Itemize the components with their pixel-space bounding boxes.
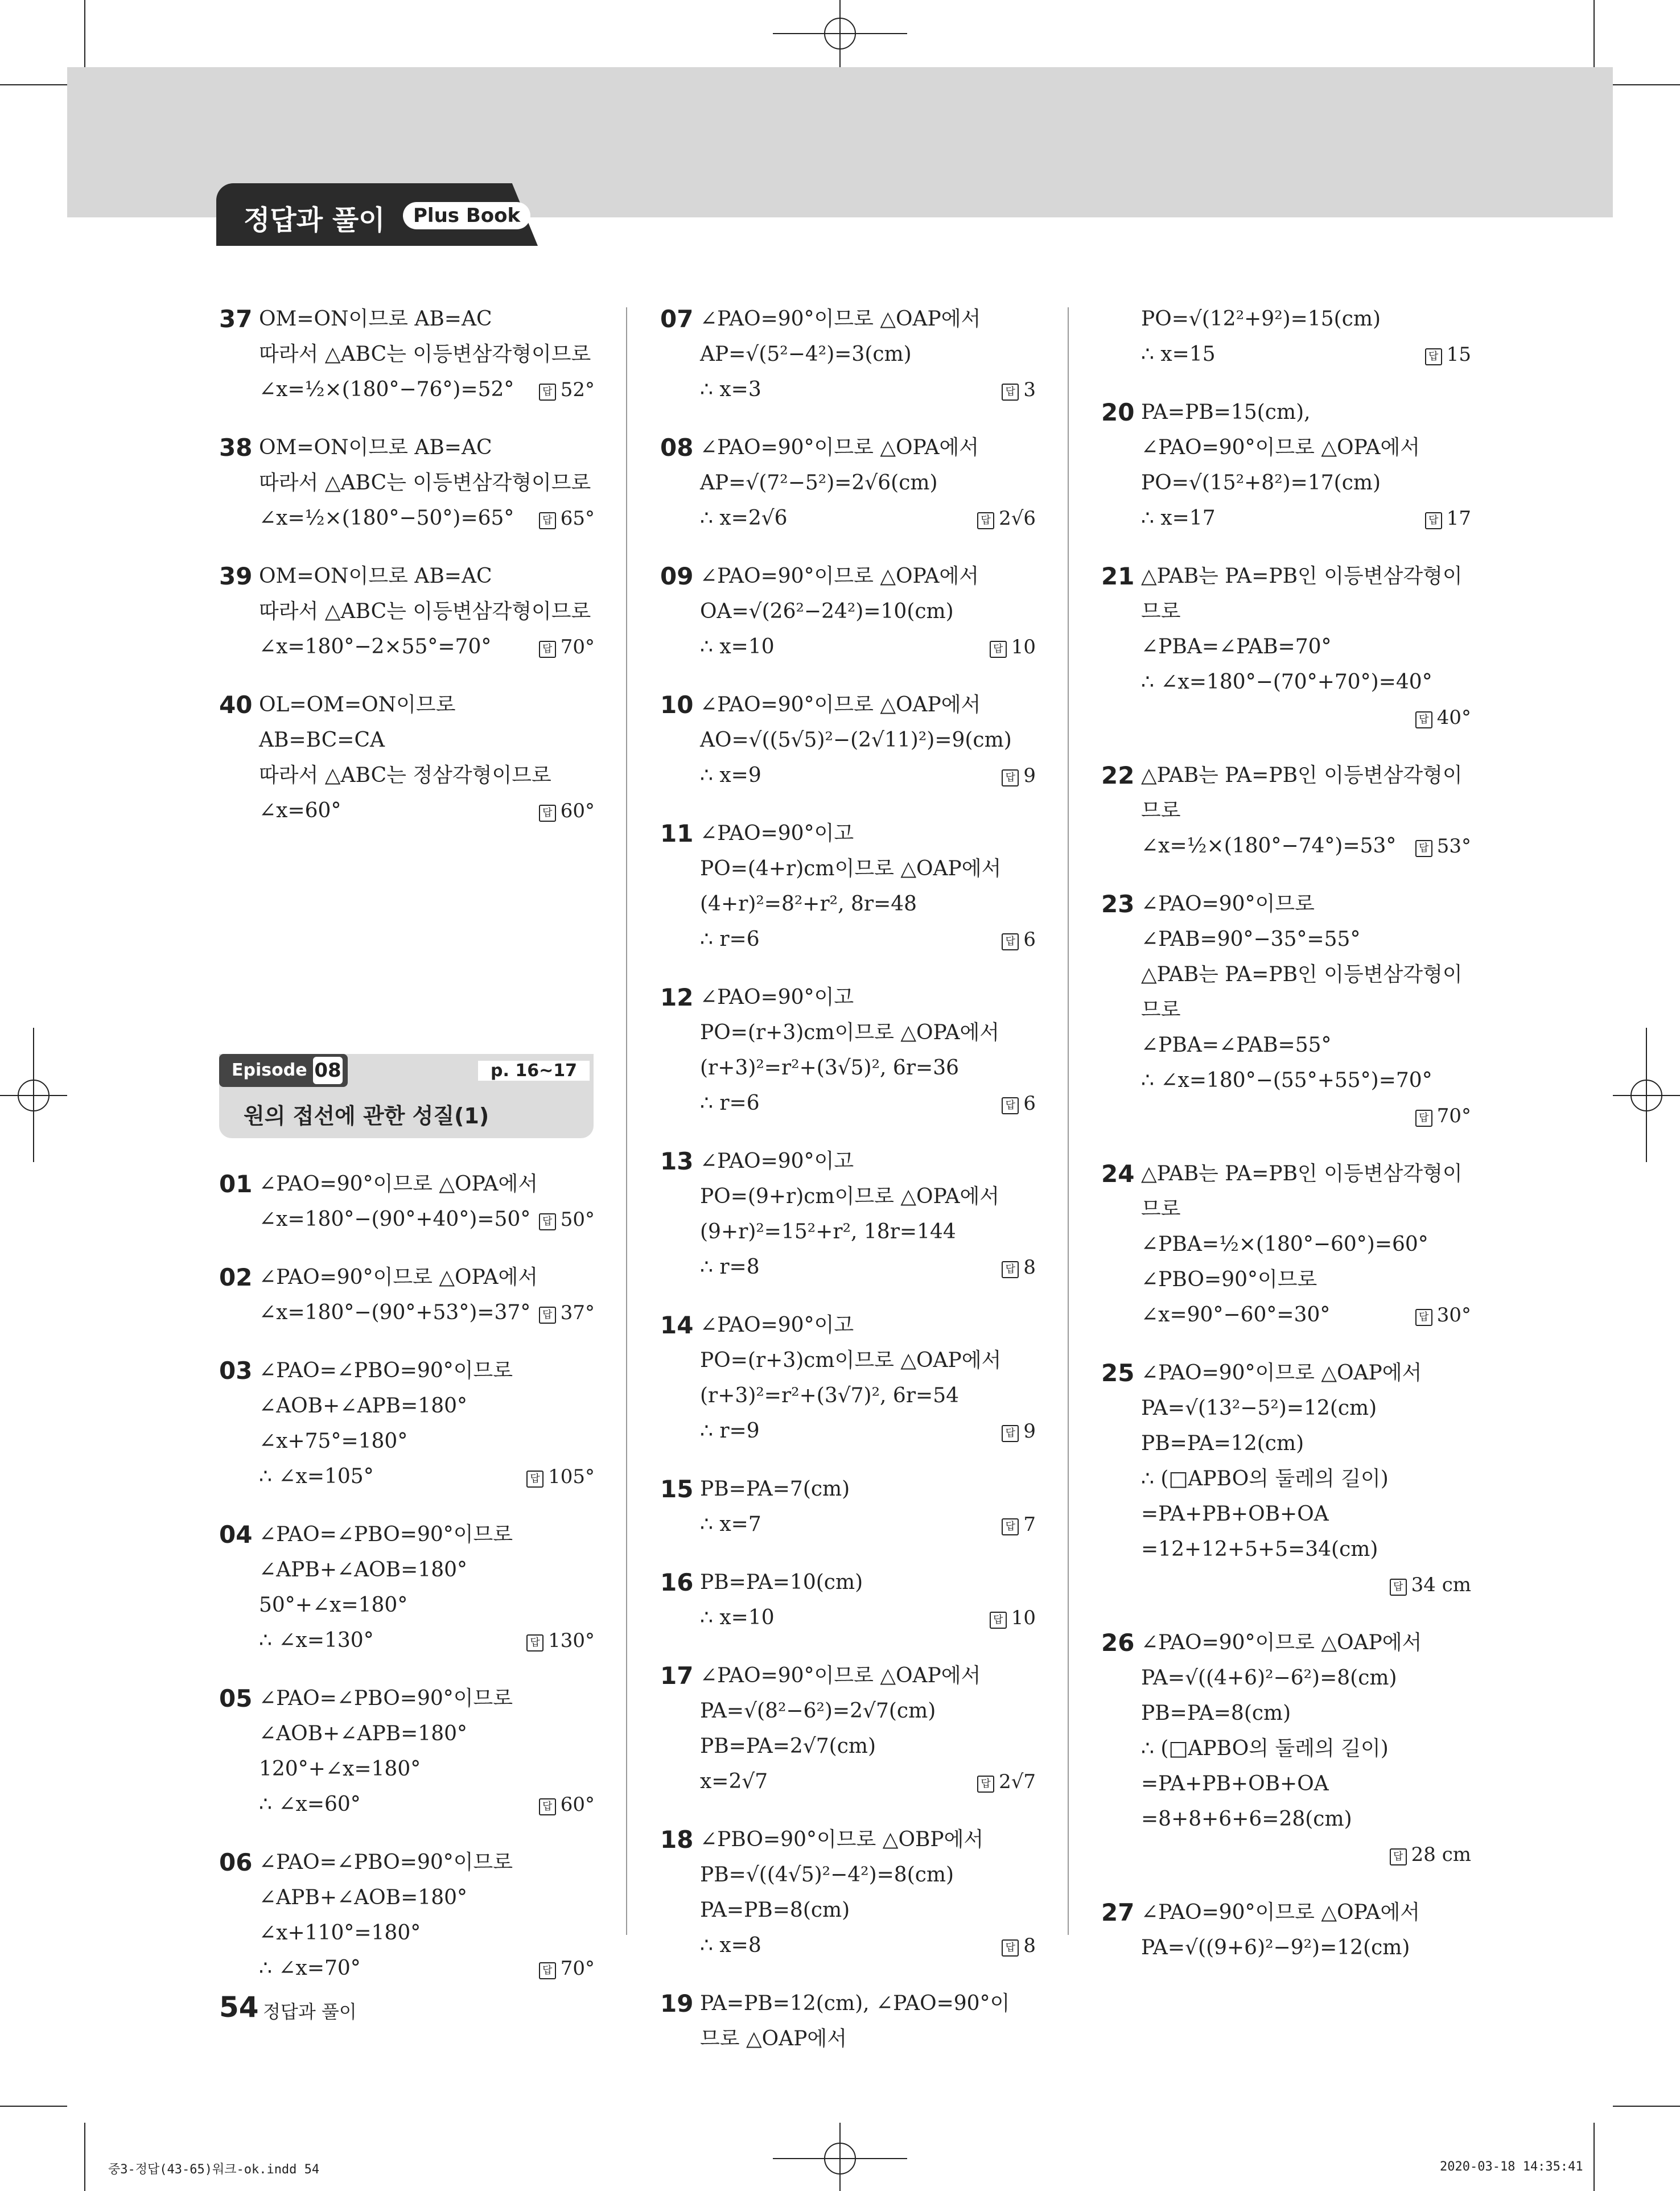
solution-line: ∴ r=9 <box>700 1419 760 1443</box>
solution-line: ∴ r=8 <box>700 1255 760 1279</box>
solution-line: 므로 <box>1141 998 1181 1022</box>
problem-number: 13 <box>660 1147 694 1175</box>
answer <box>977 501 1036 536</box>
solution-line: PB=PA=10(cm) <box>700 1571 863 1594</box>
answer <box>1415 829 1471 864</box>
answer <box>990 1600 1036 1636</box>
solution-line: ∴ x=8 <box>700 1934 761 1957</box>
solution-line: ∠PAO=90°이므로 △OAP에서 <box>700 693 981 716</box>
solution-body <box>259 1681 513 1822</box>
answer <box>1002 1414 1036 1449</box>
answer-icon: 답 <box>977 512 994 529</box>
solution-line: ∠PAO=∠PBO=90°이므로 <box>259 1687 513 1710</box>
answer-value: 52° <box>560 378 595 401</box>
answer-icon: 답 <box>1002 1097 1019 1114</box>
answer-value: 34 cm <box>1411 1574 1471 1596</box>
answer-value: 17 <box>1446 507 1471 530</box>
problem-number: 20 <box>1101 398 1135 426</box>
answer <box>539 629 595 665</box>
solution-line: ∠x+110°=180° <box>259 1921 421 1945</box>
answer-icon: 답 <box>1415 840 1432 857</box>
solution-line: ∠x=90°−60°=30° <box>1141 1303 1331 1327</box>
solution-line: AB=BC=CA <box>259 728 385 752</box>
answer-value: 40° <box>1436 706 1471 729</box>
solution-line: 므로 <box>1141 799 1181 822</box>
crop-mark <box>84 0 85 67</box>
solution-body <box>1141 887 1463 1134</box>
answer-value: 10 <box>1011 636 1036 658</box>
solution-line: ∴ r=6 <box>700 1092 760 1115</box>
problem-number: 12 <box>660 983 694 1011</box>
problem-number: 14 <box>660 1311 694 1339</box>
solution-line: ∠x=180°−(90°+53°)=37° <box>259 1301 531 1324</box>
solution-line: 50°+∠x=180° <box>259 1593 408 1617</box>
problem-number: 17 <box>660 1662 694 1690</box>
answer-value: 28 cm <box>1411 1843 1471 1866</box>
solution-line: PO=(9+r)cm이므로 △OPA에서 <box>700 1185 1000 1208</box>
solution-line: PB=PA=2√7(cm) <box>700 1735 876 1758</box>
solution-line: ∠PAO=∠PBO=90°이므로 <box>259 1851 513 1874</box>
answer <box>1002 1250 1036 1285</box>
solution-line: PA=√(8²−6²)=2√7(cm) <box>700 1699 936 1723</box>
solution-line: ∠PBA=½×(180°−60°)=60° <box>1141 1233 1428 1256</box>
solution-body <box>700 816 1001 957</box>
solution-body <box>259 1260 538 1331</box>
answer <box>1425 501 1471 536</box>
solution-line: ∠AOB+∠APB=180° <box>259 1394 468 1418</box>
answer-value: 9 <box>1023 1420 1036 1443</box>
solution-body <box>700 980 999 1121</box>
solution-line: ∠x=½×(180°−76°)=52° <box>259 378 514 401</box>
answer-icon: 답 <box>539 641 556 658</box>
solution-line: △PAB는 PA=PB인 이등변삼각형이 <box>1141 565 1463 588</box>
solution-line: ∴ ∠x=130° <box>259 1629 374 1652</box>
answer-value: 50° <box>560 1208 595 1231</box>
solution-line: (9+r)²=15²+r², 18r=144 <box>700 1220 956 1243</box>
answer-value: 37° <box>560 1302 595 1324</box>
solution-line: PO=(r+3)cm이므로 △OAP에서 <box>700 1349 1002 1372</box>
solution-body <box>259 1845 513 1986</box>
problem-number: 22 <box>1101 761 1135 789</box>
solution-line <box>1141 1567 1422 1603</box>
solution-line: ∠PAO=90°이고 <box>700 986 854 1009</box>
problem-number: 11 <box>660 819 694 847</box>
solution-line: 므로 △OAP에서 <box>700 2027 847 2050</box>
solution-line: ∠x=180°−2×55°=70° <box>259 635 492 658</box>
solution-line: ∠PAO=90°이므로 △OAP에서 <box>700 307 981 331</box>
solution-line: ∴ x=7 <box>700 1513 761 1536</box>
slug-date: 2020-03-18 14:35:41 <box>1440 2160 1583 2174</box>
solution-line: ∴ ∠x=180°−(55°+55°)=70° <box>1141 1069 1432 1092</box>
solution-line: AP=√(5²−4²)=3(cm) <box>700 343 912 366</box>
answer <box>1390 1567 1471 1603</box>
solution-line: ∠PAO=90°이고 <box>700 822 854 845</box>
solution-line: ∠PAO=90°이므로 △OPA에서 <box>1141 436 1420 459</box>
answer-value: 105° <box>548 1465 595 1488</box>
solution-line: ∠APB+∠AOB=180° <box>259 1886 468 1909</box>
solution-line: 따라서 △ABC는 이등변삼각형이므로 <box>259 471 591 495</box>
solution-line: (r+3)²=r²+(3√7)², 6r=54 <box>700 1384 960 1407</box>
answer-value: 70° <box>560 1957 595 1980</box>
solution-line: ∠PAO=90°이고 <box>700 1150 854 1173</box>
column-divider <box>1068 307 1069 1935</box>
answer-icon: 답 <box>1002 769 1019 786</box>
problem-number: 40 <box>219 691 253 719</box>
solution-line: ∠x=60° <box>259 799 341 822</box>
solution-line: =PA+PB+OB+OA <box>1141 1772 1329 1795</box>
answer <box>526 1623 595 1658</box>
episode-label: Episode <box>219 1054 348 1087</box>
problem-number: 10 <box>660 691 694 719</box>
solution-line: ∴ ∠x=70° <box>259 1957 361 1980</box>
solution-line <box>1141 700 1463 735</box>
answer <box>1390 1837 1471 1872</box>
solution-line: ∴ ∠x=60° <box>259 1793 361 1816</box>
solution-line: ∠APB+∠AOB=180° <box>259 1558 468 1582</box>
solution-line: =PA+PB+OB+OA <box>1141 1502 1329 1526</box>
solution-line: 120°+∠x=180° <box>259 1757 421 1781</box>
answer-value: 65° <box>560 507 595 530</box>
solution-body <box>259 1353 513 1494</box>
problem-number: 07 <box>660 305 694 333</box>
problem-number: 21 <box>1101 562 1135 590</box>
solution-body <box>700 1144 999 1285</box>
solution-line: PA=√(13²−5²)=12(cm) <box>1141 1397 1377 1420</box>
page-number: 54 <box>219 1991 259 2024</box>
solution-line: 따라서 △ABC는 이등변삼각형이므로 <box>259 600 591 623</box>
problem-number: 27 <box>1101 1898 1135 1926</box>
answer <box>1002 1928 1036 1963</box>
problem-number: 16 <box>660 1568 694 1596</box>
solution-body <box>700 1658 981 1799</box>
answer <box>1002 922 1036 957</box>
answer <box>539 1202 595 1237</box>
solution-line: ∠PBO=90°이므로 <box>1141 1268 1317 1291</box>
solution-body <box>700 302 981 407</box>
solution-line: ∠x=180°−(90°+40°)=50° <box>259 1208 531 1231</box>
solution-body <box>1141 559 1463 735</box>
answer-icon: 답 <box>539 384 556 401</box>
answer-icon: 답 <box>977 1776 994 1793</box>
solution-line: OM=ON이므로 AB=AC <box>259 565 492 588</box>
solution-body <box>1141 1625 1422 1872</box>
solution-line: ∠x=½×(180°−50°)=65° <box>259 506 514 530</box>
solution-line: ∴ x=10 <box>700 1606 775 1629</box>
answer-value: 15 <box>1446 343 1471 366</box>
answer-icon: 답 <box>1390 1579 1407 1596</box>
solution-line: PA=PB=12(cm), ∠PAO=90°이 <box>700 1992 1010 2015</box>
answer <box>1002 372 1036 407</box>
answer-icon: 답 <box>539 1962 556 1979</box>
solution-line: ∴ ∠x=105° <box>259 1465 374 1488</box>
solution-line: ∠PAO=∠PBO=90°이므로 <box>259 1523 513 1546</box>
solution-body <box>700 1565 863 1636</box>
answer <box>1002 758 1036 793</box>
solution-line: OL=OM=ON이므로 <box>259 693 456 716</box>
solution-line: ∠PAB=90°−35°=55° <box>1141 928 1361 951</box>
registration-mark <box>824 18 856 50</box>
answer-value: 9 <box>1023 764 1036 787</box>
solution-body <box>700 1822 983 1963</box>
solution-line <box>1141 1098 1463 1134</box>
answer <box>1415 1098 1471 1134</box>
problem-number: 38 <box>219 434 253 462</box>
solution-line: ∠PBA=∠PAB=70° <box>1141 635 1332 658</box>
answer <box>990 629 1036 665</box>
answer <box>539 1787 595 1822</box>
solution-line: ∠PAO=90°이므로 △OAP에서 <box>1141 1361 1422 1385</box>
solution-line: ∠PAO=90°이므로 △OAP에서 <box>1141 1631 1422 1654</box>
problem-number: 08 <box>660 434 694 462</box>
solution-line: ∠PAO=∠PBO=90°이므로 <box>259 1359 513 1382</box>
solution-line: ∴ x=9 <box>700 764 761 787</box>
solution-line: ∠PAO=90°이므로 △OPA에서 <box>700 436 979 459</box>
answer <box>539 501 595 536</box>
answer-value: 70° <box>1436 1105 1471 1127</box>
answer-icon: 답 <box>1415 1110 1432 1127</box>
solution-line: =8+8+6+6=28(cm) <box>1141 1807 1352 1831</box>
solution-line: △PAB는 PA=PB인 이등변삼각형이 <box>1141 1162 1463 1185</box>
problem-number: 06 <box>219 1848 253 1876</box>
solution-body <box>259 1517 513 1658</box>
solution-line: ∠PAO=90°이므로 △OPA에서 <box>700 565 979 588</box>
problem-number: 15 <box>660 1475 694 1503</box>
answer-value: 6 <box>1023 928 1036 951</box>
solution-line: ∠PAO=90°이므로 △OPA에서 <box>259 1266 538 1289</box>
solution-line: ∠PAO=90°이므로 <box>1141 892 1315 916</box>
answer <box>539 372 595 407</box>
answer-icon: 답 <box>1002 933 1019 950</box>
solution-line: ∠AOB+∠APB=180° <box>259 1722 468 1745</box>
solution-body <box>700 687 1012 793</box>
answer-icon: 답 <box>526 1634 543 1652</box>
answer-icon: 답 <box>539 1307 556 1324</box>
answer-icon: 답 <box>539 1213 556 1230</box>
solution-line: ∴ x=3 <box>700 378 761 401</box>
problem-number: 02 <box>219 1263 253 1291</box>
problem-number: 24 <box>1101 1160 1135 1188</box>
solution-line: OA=√(26²−24²)=10(cm) <box>700 600 954 623</box>
answer-icon: 답 <box>990 641 1007 658</box>
answer <box>539 1295 595 1331</box>
episode-title: 원의 접선에 관한 성질(1) <box>244 1103 489 1129</box>
answer-value: 70° <box>560 636 595 658</box>
answer-value: 60° <box>560 1793 595 1816</box>
solution-line: ∴ (□APBO의 둘레의 길이) <box>1141 1737 1389 1760</box>
problem-number: 01 <box>219 1170 253 1198</box>
solution-body <box>1141 1356 1422 1603</box>
footer-text: 정답과 풀이 <box>263 2001 357 2023</box>
solution-line: ∠PBA=∠PAB=55° <box>1141 1033 1332 1057</box>
solution-line: PA=PB=8(cm) <box>700 1898 850 1922</box>
answer-icon: 답 <box>1002 1425 1019 1442</box>
answer-icon: 답 <box>526 1471 543 1488</box>
solution-body <box>1141 395 1420 536</box>
registration-mark <box>1630 1080 1662 1111</box>
problem-number: 37 <box>219 305 253 333</box>
plus-book-badge: Plus Book <box>403 202 530 229</box>
solution-line: ∴ x=2√6 <box>700 506 788 530</box>
answer-icon: 답 <box>990 1612 1007 1629</box>
problem-number: 23 <box>1101 890 1135 918</box>
solution-line <box>1141 1837 1422 1872</box>
solution-line: 므로 <box>1141 600 1181 623</box>
crop-mark <box>0 2106 67 2107</box>
solution-body <box>700 1472 850 1542</box>
answer-icon: 답 <box>1415 1309 1432 1326</box>
answer-icon: 답 <box>1415 711 1432 728</box>
solution-line: PO=√(15²+8²)=17(cm) <box>1141 471 1381 495</box>
solution-line: ∠PAO=90°이고 <box>700 1313 854 1337</box>
crop-mark <box>1593 2123 1595 2191</box>
answer <box>977 1764 1036 1799</box>
solution-line: ∴ r=6 <box>700 928 760 951</box>
solution-line: ∴ x=17 <box>1141 506 1216 530</box>
answer-value: 2√7 <box>999 1770 1036 1793</box>
solution-line: ∴ ∠x=180°−(70°+70°)=40° <box>1141 670 1432 694</box>
answer-value: 8 <box>1023 1256 1036 1279</box>
solution-line: 므로 <box>1141 1197 1181 1221</box>
answer <box>1425 337 1471 372</box>
solution-line: PO=(r+3)cm이므로 △OPA에서 <box>700 1021 1000 1044</box>
answer-value: 130° <box>548 1629 595 1652</box>
solution-line: PB=PA=8(cm) <box>1141 1702 1291 1725</box>
solution-body <box>700 430 979 536</box>
problem-number: 39 <box>219 562 253 590</box>
column-divider <box>626 307 627 1935</box>
solution-line: 따라서 △ABC는 정삼각형이므로 <box>259 764 551 787</box>
solution-body <box>259 1167 538 1237</box>
solution-line: (4+r)²=8²+r², 8r=48 <box>700 892 917 916</box>
solution-line: ∠x+75°=180° <box>259 1430 408 1453</box>
solution-line: PA=PB=15(cm), <box>1141 401 1311 424</box>
solution-line: OM=ON이므로 AB=AC <box>259 307 492 331</box>
solution-line: PB=PA=12(cm) <box>1141 1432 1304 1455</box>
solution-body <box>259 687 551 829</box>
solution-body <box>700 1986 1010 2057</box>
solution-line: PB=PA=7(cm) <box>700 1477 850 1501</box>
solution-line: ∠PAO=90°이므로 △OPA에서 <box>1141 1901 1420 1924</box>
crop-mark <box>1593 0 1595 67</box>
solution-body <box>1141 758 1463 864</box>
answer-value: 2√6 <box>999 507 1036 530</box>
solution-line: PO=(4+r)cm이므로 △OAP에서 <box>700 857 1002 880</box>
answer-value: 3 <box>1023 378 1036 401</box>
slug-file: 중3-정답(43-65)워크-ok.indd 54 <box>108 2163 320 2177</box>
answer <box>1415 700 1471 735</box>
answer-value: 6 <box>1023 1092 1036 1115</box>
solution-line: ∠PAO=90°이므로 △OAP에서 <box>700 1664 981 1687</box>
problem-number: 19 <box>660 1990 694 2017</box>
answer <box>539 793 595 829</box>
solution-line: △PAB는 PA=PB인 이등변삼각형이 <box>1141 764 1463 787</box>
problem-number: 09 <box>660 562 694 590</box>
problem-number: 05 <box>219 1685 253 1712</box>
solution-body <box>700 559 979 665</box>
answer-icon: 답 <box>539 512 556 529</box>
answer-value: 10 <box>1011 1607 1036 1629</box>
answer <box>1002 1507 1036 1542</box>
solution-line: ∴ (□APBO의 둘레의 길이) <box>1141 1467 1389 1490</box>
answer-icon: 답 <box>539 1798 556 1815</box>
solution-line: 따라서 △ABC는 이등변삼각형이므로 <box>259 343 591 366</box>
solution-line: △PAB는 PA=PB인 이등변삼각형이 <box>1141 963 1463 986</box>
registration-mark <box>824 2143 856 2174</box>
solution-line: AP=√(7²−5²)=2√6(cm) <box>700 471 938 495</box>
solution-line: ∴ x=15 <box>1141 343 1216 366</box>
solution-line: ∴ x=10 <box>700 635 775 658</box>
crop-mark <box>1613 2106 1680 2107</box>
answer-icon: 답 <box>1002 1939 1019 1957</box>
solution-body <box>700 1308 1001 1449</box>
answer-icon: 답 <box>1002 1261 1019 1278</box>
solution-line: x=2√7 <box>700 1770 768 1793</box>
answer-value: 60° <box>560 800 595 822</box>
solution-line: PB=√((4√5)²−4²)=8(cm) <box>700 1863 954 1887</box>
answer-value: 7 <box>1023 1513 1036 1536</box>
answer-value: 8 <box>1023 1934 1036 1957</box>
solution-line: =12+12+5+5=34(cm) <box>1141 1538 1378 1561</box>
answer-value: 53° <box>1436 835 1471 858</box>
problem-number: 03 <box>219 1357 253 1385</box>
problem-number: 18 <box>660 1826 694 1854</box>
answer <box>1002 1086 1036 1121</box>
problem-number: 26 <box>1101 1629 1135 1657</box>
page-title: 정답과 풀이 <box>244 204 385 236</box>
answer-icon: 답 <box>1390 1848 1407 1865</box>
answer-icon: 답 <box>1002 1518 1019 1535</box>
crop-mark <box>1613 84 1680 85</box>
solution-body <box>1141 1156 1463 1333</box>
problem-number: 25 <box>1101 1359 1135 1387</box>
solution-line: ∠PBO=90°이므로 △OBP에서 <box>700 1828 984 1851</box>
answer-icon: 답 <box>539 805 556 822</box>
registration-mark <box>18 1080 50 1111</box>
crop-mark <box>0 84 67 85</box>
solution-line: AO=√((5√5)²−(2√11)²)=9(cm) <box>700 728 1012 752</box>
answer-value: 30° <box>1436 1304 1471 1327</box>
answer-icon: 답 <box>1002 384 1019 401</box>
solution-line: ∠PAO=90°이므로 △OPA에서 <box>259 1172 538 1196</box>
answer <box>539 1951 595 1986</box>
answer-icon: 답 <box>1425 348 1442 365</box>
solution-line: ∠x=½×(180°−74°)=53° <box>1141 834 1397 858</box>
crop-mark <box>84 2123 85 2191</box>
solution-line: PO=√(12²+9²)=15(cm) <box>1141 307 1381 331</box>
solution-body <box>1141 1895 1420 1966</box>
solution-line: OM=ON이므로 AB=AC <box>259 436 492 459</box>
solution-line: PA=√((4+6)²−6²)=8(cm) <box>1141 1666 1397 1690</box>
answer-icon: 답 <box>1425 512 1442 529</box>
solution-body <box>1141 302 1381 372</box>
solution-line: (r+3)²=r²+(3√5)², 6r=36 <box>700 1056 960 1080</box>
answer <box>526 1459 595 1494</box>
answer <box>1415 1298 1471 1333</box>
solution-line: PA=√((9+6)²−9²)=12(cm) <box>1141 1936 1410 1959</box>
episode-number: 08 <box>313 1057 343 1084</box>
problem-number: 04 <box>219 1521 253 1548</box>
episode-pages: p. 16~17 <box>478 1061 590 1081</box>
